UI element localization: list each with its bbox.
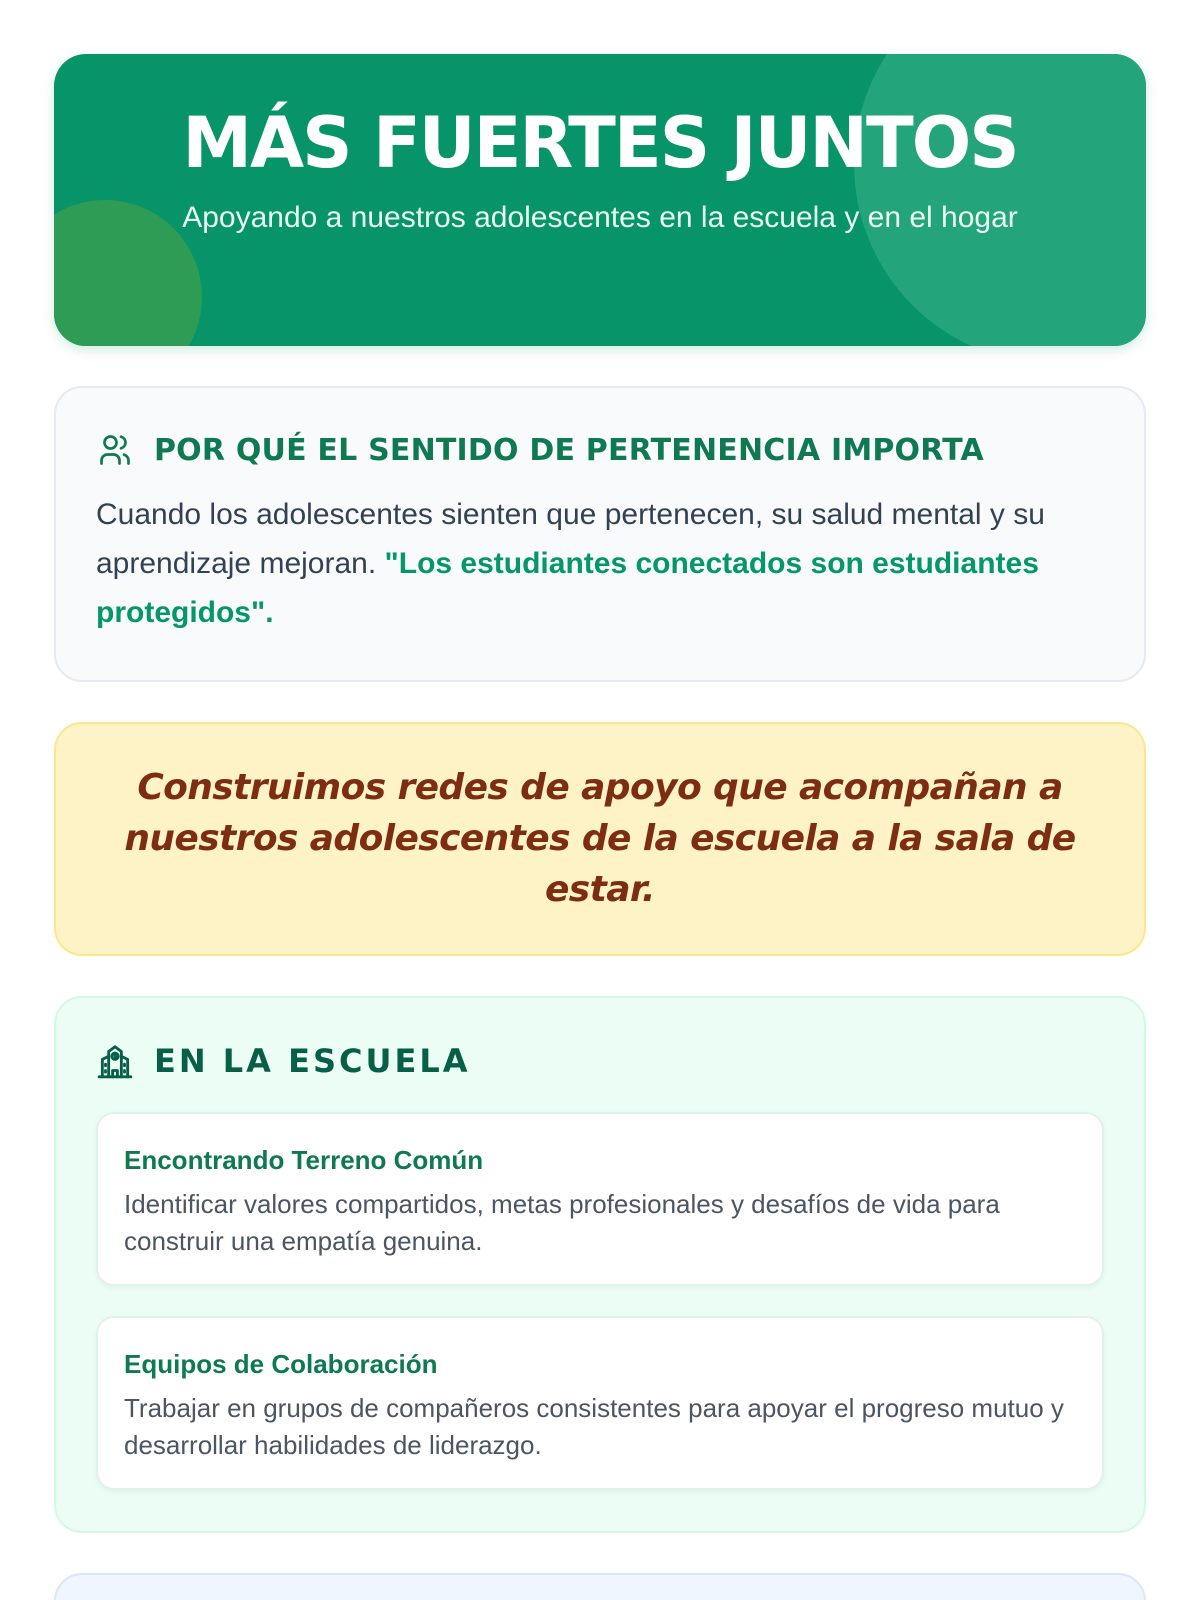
next-section [54, 1573, 1146, 1600]
school-icon [96, 1042, 134, 1080]
school-item-description: Identificar valores compartidos, metas profesionales y desafíos de vida para construir una empatía genuina. [124, 1189, 1000, 1256]
mission-statement: Construimos redes de apoyo que acompañan a nuestros adolescentes de la escuela a la sala de estar. [124, 767, 1076, 910]
school-item-card [96, 1316, 1104, 1490]
belonging-body [96, 490, 1104, 637]
mission-banner [54, 722, 1146, 956]
school-item-description: Trabajar en grupos de compañeros consistentes para apoyar el progreso mutuo y desarrollar habilidades de liderazgo. [124, 1393, 1064, 1460]
school-item-title: Equipos de Colaboración [124, 1349, 438, 1379]
belonging-card [54, 386, 1146, 682]
belonging-heading: POR QUÉ EL SENTIDO DE PERTENENCIA IMPORTA [154, 432, 984, 468]
school-heading-row [96, 1042, 1104, 1080]
belonging-text: Cuando los adolescentes sienten que pertenecen, su salud mental y su aprendizaje mejoran. [96, 498, 1045, 580]
school-section [54, 996, 1146, 1533]
page-title: MÁS FUERTES JUNTOS [182, 102, 1018, 184]
belonging-heading-row [96, 432, 1104, 468]
page-subtitle: Apoyando a nuestros adolescentes en la escuela y en el hogar [182, 201, 1018, 235]
hero-banner [54, 54, 1146, 346]
school-item-title: Encontrando Terreno Común [124, 1145, 484, 1175]
users-icon [96, 432, 134, 468]
school-item-card [96, 1112, 1104, 1286]
belonging-quote: "Los estudiantes conectados son estudiantes protegidos". [96, 547, 1039, 629]
school-heading: EN LA ESCUELA [154, 1042, 471, 1080]
